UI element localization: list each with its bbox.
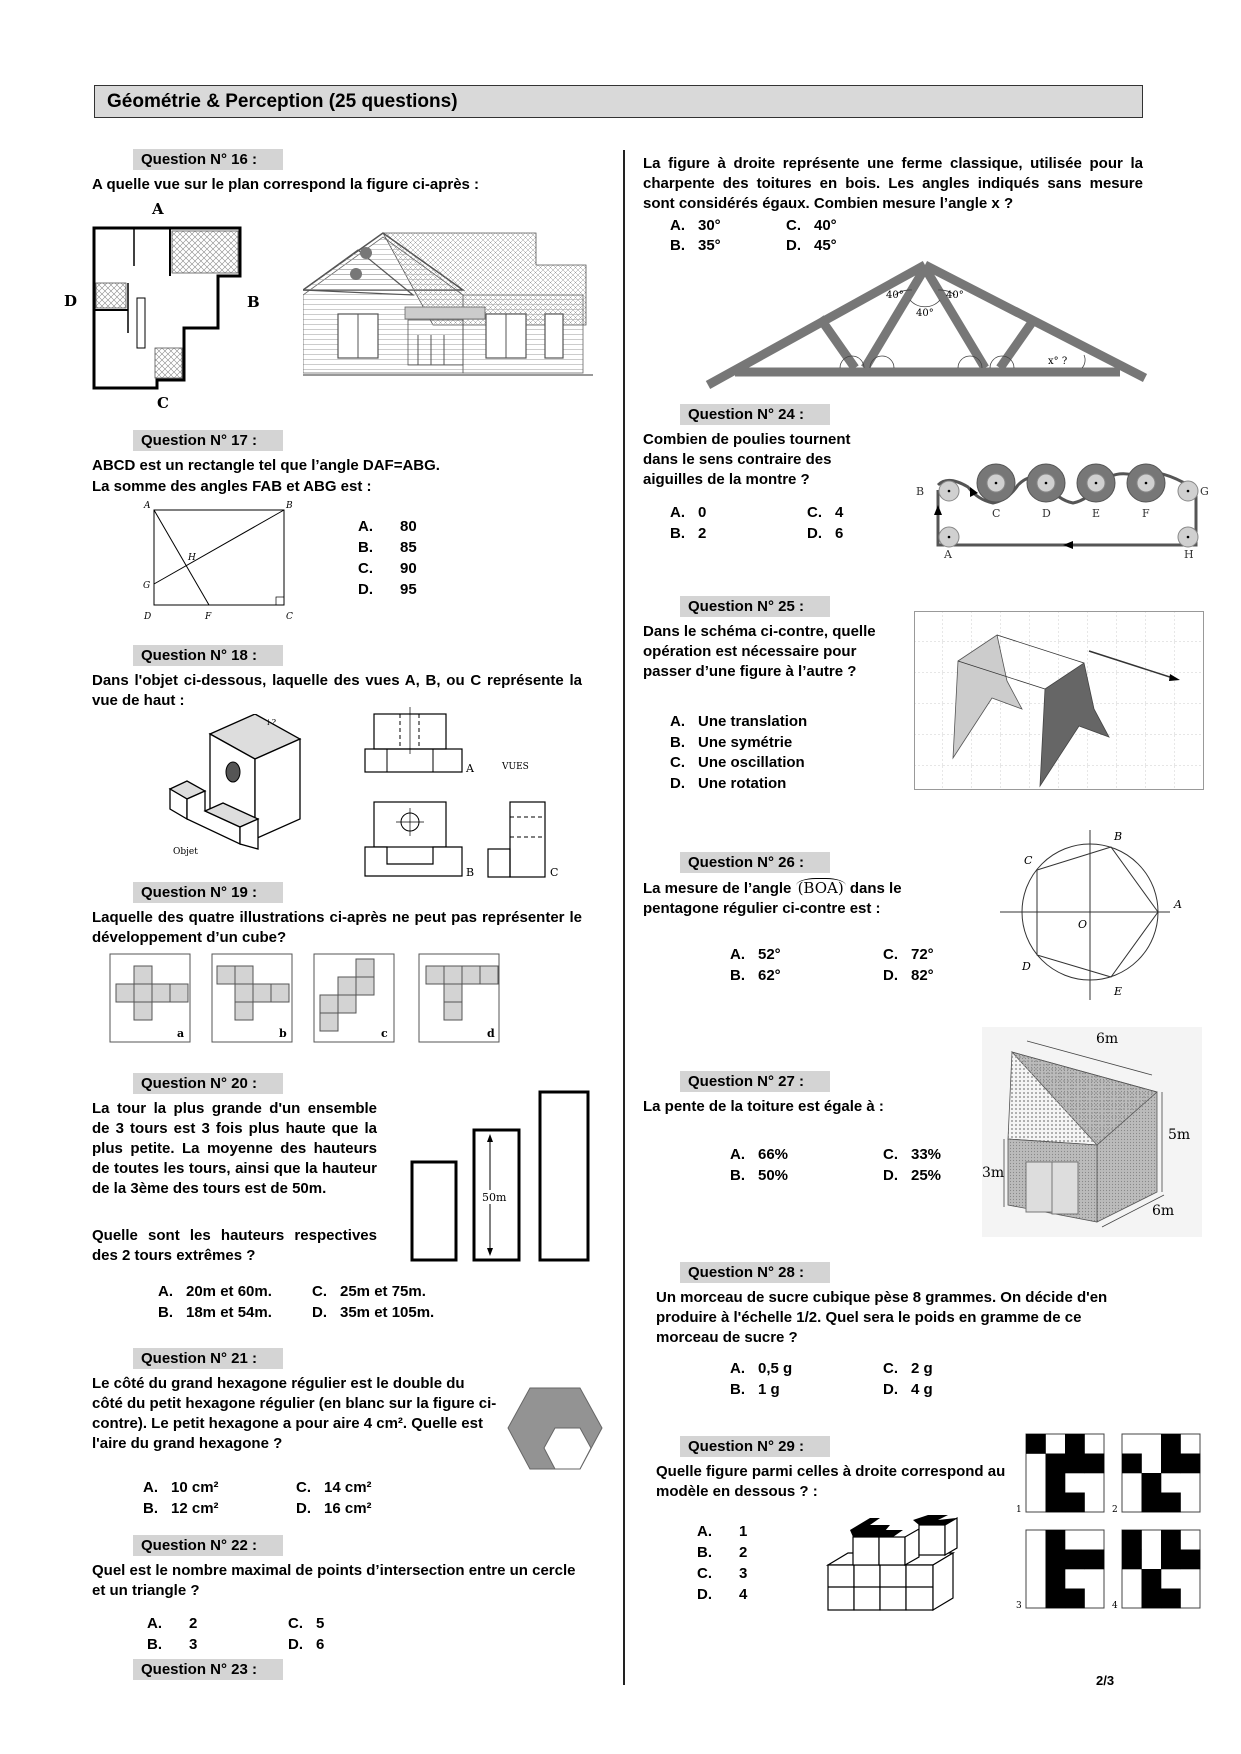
- q25-option-d[interactable]: D. Une rotation: [670, 775, 787, 792]
- q29-option-c[interactable]: C. 3: [697, 1565, 748, 1582]
- view-label-a: A: [466, 762, 474, 775]
- fig-label-b: B: [286, 501, 293, 511]
- question-22-label: Question N° 22 :: [133, 1535, 283, 1556]
- q25-option-b[interactable]: B. Une symétrie: [670, 734, 793, 751]
- pulley-label-f: F: [1142, 507, 1150, 520]
- pentagon-label-b: B: [1114, 830, 1123, 843]
- pattern-cell: [1065, 1434, 1085, 1454]
- vues-label: VUES: [502, 762, 529, 772]
- q21-option-d[interactable]: D. 16 cm²: [296, 1500, 372, 1517]
- plan-label-b: B: [247, 293, 260, 311]
- q29-option-b[interactable]: B. 2: [697, 1544, 748, 1561]
- objet-label: Objet: [173, 847, 198, 857]
- question-28-label: Question N° 28 :: [680, 1262, 830, 1283]
- question-16-text: A quelle vue sur le plan correspond la figure ci-après :: [92, 176, 480, 193]
- pattern-cell: [1161, 1454, 1181, 1474]
- pentagon-label-a: A: [1174, 898, 1182, 911]
- q24-option-a[interactable]: A. 0: [670, 504, 707, 521]
- q22-option-c[interactable]: C. 5: [288, 1615, 325, 1632]
- q24-option-d[interactable]: D. 6: [807, 525, 844, 542]
- q24-option-c[interactable]: C. 4: [807, 504, 844, 521]
- fig-label-f: F: [205, 612, 212, 622]
- pentagon-label-d: D: [1022, 960, 1031, 973]
- dimension-left: 3m: [982, 1165, 1005, 1181]
- pattern-label: 1: [1016, 1505, 1022, 1515]
- q22-option-d[interactable]: D. 6: [288, 1636, 325, 1653]
- pulley-label-c: C: [992, 507, 1001, 520]
- question-27-label: Question N° 27 :: [680, 1071, 830, 1092]
- net-b: [212, 954, 292, 1042]
- pattern-cell: [1085, 1454, 1105, 1474]
- pattern-cell: [1161, 1550, 1181, 1570]
- q29-option-a[interactable]: A. 1: [697, 1523, 748, 1540]
- question-22-text: Quel est le nombre maximal de points d’intersection entre un cercle et un triangle ?: [92, 1562, 576, 1599]
- q26-text-after: dans le pentagone régulier ci-contre est :: [643, 880, 902, 917]
- dimension-depth: 6m: [1152, 1203, 1175, 1219]
- q20-option-d[interactable]: D. 35m et 105m.: [312, 1304, 435, 1321]
- q17-option-b[interactable]: B. 85: [358, 539, 417, 556]
- pattern-cell: [1046, 1530, 1066, 1550]
- pulley-label-d: D: [1042, 507, 1051, 520]
- q22-option-a[interactable]: A. 2: [147, 1615, 198, 1632]
- hexagons-figure: [505, 1385, 605, 1480]
- q27-option-c[interactable]: C. 33%: [883, 1146, 942, 1163]
- tower-height-label: 50m: [482, 1191, 507, 1204]
- q17-option-a[interactable]: A. 80: [358, 518, 417, 535]
- pentagon-label-o: O: [1078, 918, 1088, 931]
- question-19-label: Question N° 19 :: [133, 882, 283, 903]
- question-28-text: Un morceau de sucre cubique pèse 8 grammes. On décide d'en produire à l'échelle 1/2. Quel sera le poids en gramme de ce morceau de sucre ?: [656, 1289, 1108, 1346]
- fig-label-d: D: [144, 612, 152, 622]
- q24-option-b[interactable]: B. 2: [670, 525, 707, 542]
- q29-option-d[interactable]: D. 4: [697, 1586, 748, 1603]
- q28-option-b[interactable]: B. 1 g: [730, 1381, 780, 1398]
- pulley-label-h: H: [1184, 548, 1194, 560]
- question-27-text: La pente de la toiture est égale à :: [643, 1098, 884, 1115]
- pattern-cell: [1065, 1550, 1085, 1570]
- q17-option-d[interactable]: D. 95: [358, 581, 417, 598]
- section-header: [94, 85, 1143, 118]
- pattern-cell: [1161, 1530, 1181, 1550]
- view-label-c: C: [550, 866, 559, 879]
- cube-model-figure: [818, 1515, 963, 1620]
- roof-truss-figure: [700, 260, 1150, 400]
- angle-label-right: 40°: [946, 290, 964, 301]
- q27-option-a[interactable]: A. 66%: [730, 1146, 789, 1163]
- question-24-text: Combien de poulies tournent dans le sens contraire des aiguilles de la montre ?: [643, 431, 851, 488]
- q27-option-d[interactable]: D. 25%: [883, 1167, 942, 1184]
- question-25-label: Question N° 25 :: [680, 596, 830, 617]
- pulley-label-a: A: [944, 548, 952, 560]
- pentagon-figure: [990, 820, 1190, 1010]
- pulley-system-figure: [908, 455, 1208, 565]
- dimension-top: 6m: [1096, 1031, 1119, 1047]
- q23-option-b[interactable]: B. 35°: [670, 237, 721, 254]
- page-number: 2/3: [1096, 1673, 1115, 1688]
- pattern-cell: [1085, 1550, 1105, 1570]
- q17-option-c[interactable]: C. 90: [358, 560, 417, 577]
- q21-option-a[interactable]: A. 10 cm²: [143, 1479, 219, 1496]
- question-21-text: Le côté du grand hexagone régulier est le double du côté du petit hexagone régulier (en blanc sur la figure ci-contre). Le petit hexagone a pour aire 4 cm². Quelle est l'aire du grand hexagone ?: [92, 1375, 497, 1452]
- pulley-label-g: G: [1200, 485, 1208, 498]
- pattern-cell: [1122, 1530, 1142, 1550]
- pattern-cell: [1065, 1493, 1085, 1513]
- pattern-cell: [1142, 1493, 1162, 1513]
- pattern-cell: [1046, 1493, 1066, 1513]
- view-label-b: B: [466, 866, 475, 879]
- question-16-label: Question N° 16 :: [133, 149, 283, 170]
- pulley-label-e: E: [1092, 507, 1101, 520]
- pattern-cell: [1161, 1589, 1181, 1609]
- question-17-text-2: La somme des angles FAB et ABG est :: [92, 478, 372, 495]
- net-label: a: [177, 1027, 185, 1040]
- q21-option-b[interactable]: B. 12 cm²: [143, 1500, 219, 1517]
- pentagon-label-c: C: [1024, 854, 1033, 867]
- pentagon-label-e: E: [1114, 985, 1123, 998]
- q26-option-b[interactable]: B. 62°: [730, 967, 781, 984]
- question-23-text: La figure à droite représente une ferme classique, utilisée pour la charpente des toitures en bois. Les angles indiqués sans mesure sont considérés égaux. Combien mesure l’angle x ?: [643, 155, 1143, 212]
- pattern-cell: [1046, 1550, 1066, 1570]
- q28-option-c[interactable]: C. 2 g: [883, 1360, 933, 1377]
- pattern-option-1: [1016, 1434, 1104, 1515]
- orthographic-views-figure: [362, 704, 592, 884]
- net-label: c: [381, 1027, 388, 1040]
- question-26-label: Question N° 26 :: [680, 852, 830, 873]
- question-19-text: Laquelle des quatre illustrations ci-après ne peut pas représenter le développement d’un cube?: [92, 909, 582, 946]
- q25-option-a[interactable]: A. Une translation: [670, 713, 808, 730]
- translation-grid-figure: [914, 611, 1204, 795]
- plan-label-c: C: [157, 394, 169, 412]
- pattern-cell: [1046, 1569, 1066, 1589]
- pattern-option-4: [1112, 1530, 1200, 1611]
- q26-option-d[interactable]: D. 82°: [883, 967, 934, 984]
- question-20-text-1: La tour la plus grande d'un ensemble de 3 tours est 3 fois plus haute que la plus petite. La moyenne des hauteurs de toutes les tours, ainsi que la hauteur de la 3ème des tours est de 50m.: [92, 1100, 377, 1197]
- house-elevation-figure: [303, 215, 613, 385]
- question-24-label: Question N° 24 :: [680, 404, 830, 425]
- fig-label-c: C: [286, 612, 293, 622]
- pattern-option-3: [1016, 1530, 1104, 1611]
- pattern-cell: [1181, 1550, 1201, 1570]
- q22-option-b[interactable]: B. 3: [147, 1636, 198, 1653]
- pattern-cell: [1122, 1550, 1142, 1570]
- q28-option-d[interactable]: D. 4 g: [883, 1381, 933, 1398]
- net-a: [110, 954, 190, 1042]
- net-label: b: [279, 1027, 287, 1040]
- question-17-label: Question N° 17 :: [133, 430, 283, 451]
- pattern-cell: [1142, 1473, 1162, 1493]
- q26-option-c[interactable]: C. 72°: [883, 946, 934, 963]
- q23-option-d[interactable]: D. 45°: [786, 237, 837, 254]
- pattern-cell: [1065, 1454, 1085, 1474]
- question-18-label: Question N° 18 :: [133, 645, 283, 666]
- fig-label-a: A: [144, 501, 151, 511]
- plan-label-d: D: [64, 292, 78, 310]
- pattern-cell: [1122, 1454, 1142, 1474]
- isometric-object-figure: [165, 714, 315, 869]
- pattern-cell: [1161, 1493, 1181, 1513]
- pattern-option-2: [1112, 1434, 1200, 1515]
- q28-option-a[interactable]: A. 0,5 g: [730, 1360, 793, 1377]
- pattern-label: 3: [1016, 1601, 1022, 1611]
- section-title: Géométrie & Perception (25 questions): [107, 91, 458, 112]
- angle-x-label: x° ?: [1048, 356, 1068, 367]
- q26-option-a[interactable]: A. 52°: [730, 946, 781, 963]
- question-29-label: Question N° 29 :: [680, 1436, 830, 1457]
- question-25-text: Dans le schéma ci-contre, quelle opération est nécessaire pour passer d’une figure à l’autre ?: [643, 623, 876, 680]
- pattern-cell: [1046, 1473, 1066, 1493]
- pattern-cell: [1142, 1589, 1162, 1609]
- question-26-text: [643, 878, 963, 919]
- fig-label-h: H: [188, 553, 196, 563]
- q20-option-b[interactable]: B. 18m et 54m.: [158, 1304, 272, 1321]
- cube-nets-figure: [109, 953, 509, 1050]
- column-divider: [623, 150, 625, 1685]
- pattern-cell: [1065, 1589, 1085, 1609]
- question-21-label: Question N° 21 :: [133, 1348, 283, 1369]
- net-d: [419, 954, 499, 1042]
- rectangle-figure: [140, 500, 310, 627]
- q23-option-c[interactable]: C. 40°: [786, 217, 837, 234]
- question-20-text-2: Quelle sont les hauteurs respectives des 2 tours extrêmes ?: [92, 1227, 377, 1264]
- q23-option-a[interactable]: A. 30°: [670, 217, 721, 234]
- q26-text-before: La mesure de l’angle: [643, 880, 792, 897]
- shed-roof-figure: [982, 1027, 1202, 1242]
- question-20-label: Question N° 20 :: [133, 1073, 283, 1094]
- pattern-cell: [1161, 1434, 1181, 1454]
- pattern-label: 4: [1112, 1601, 1118, 1611]
- pattern-cell: [1046, 1589, 1066, 1609]
- floor-plan-figure: [60, 198, 270, 418]
- pattern-cell: [1046, 1454, 1066, 1474]
- angle-label-top: 40°: [916, 308, 934, 319]
- net-label: d: [487, 1027, 495, 1040]
- fig-label-g: G: [143, 581, 151, 591]
- view-arrow-label: ↓?: [265, 718, 276, 727]
- pattern-options-figure: [1012, 1430, 1207, 1627]
- question-29-text: Quelle figure parmi celles à droite correspond au modèle en dessous ? :: [656, 1463, 1006, 1500]
- q20-option-c[interactable]: C. 25m et 75m.: [312, 1283, 426, 1300]
- angle-notation: (BOA): [797, 879, 844, 897]
- pattern-cell: [1026, 1434, 1046, 1454]
- plan-label-a: A: [152, 200, 164, 218]
- q25-option-c[interactable]: C. Une oscillation: [670, 754, 805, 771]
- pattern-cell: [1181, 1454, 1201, 1474]
- q21-option-c[interactable]: C. 14 cm²: [296, 1479, 372, 1496]
- pattern-cell: [1142, 1569, 1162, 1589]
- angle-label-left: 40°: [886, 290, 904, 301]
- net-c: [314, 954, 394, 1042]
- question-23-label: Question N° 23 :: [133, 1659, 283, 1680]
- q27-option-b[interactable]: B. 50%: [730, 1167, 789, 1184]
- pattern-label: 2: [1112, 1505, 1118, 1515]
- dimension-right: 5m: [1168, 1127, 1191, 1143]
- q20-option-a[interactable]: A. 20m et 60m.: [158, 1283, 272, 1300]
- towers-figure: [410, 1090, 595, 1270]
- question-17-text-1: ABCD est un rectangle tel que l’angle DAF=ABG.: [92, 457, 440, 474]
- question-18-text: Dans l'objet ci-dessous, laquelle des vues A, B, ou C représente la vue de haut :: [92, 672, 582, 709]
- pulley-label-b: B: [916, 485, 925, 498]
